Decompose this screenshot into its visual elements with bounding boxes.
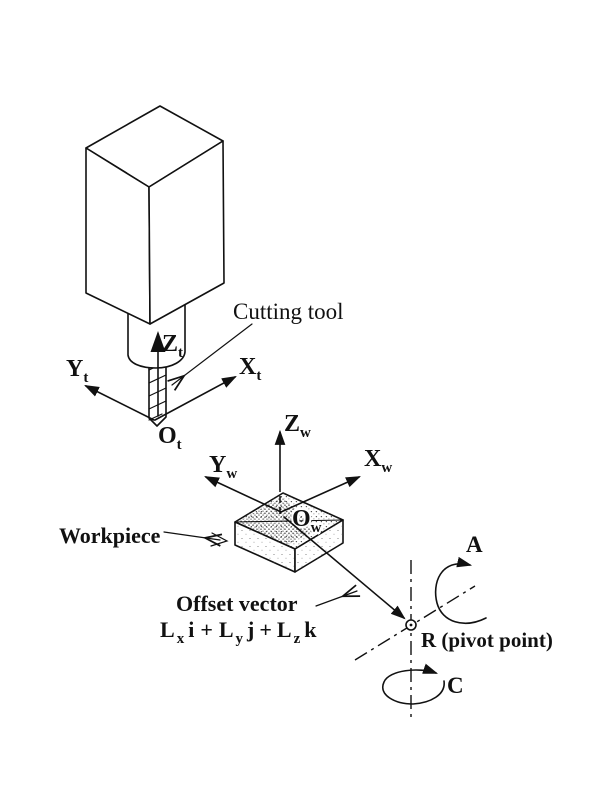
workpiece-callout <box>59 523 227 548</box>
work-origin-label: $O_w$ <box>292 506 322 536</box>
c-axis-label: C <box>447 673 464 698</box>
a-axis-label: A <box>466 532 483 557</box>
tool-y-axis-arrow <box>86 386 154 420</box>
pivot-point <box>406 620 416 630</box>
pivot-point-label: R (pivot point) <box>421 628 553 652</box>
tool-x-axis-arrow <box>155 377 235 420</box>
work-z-axis-label: $Z_w$ <box>284 411 311 441</box>
offset-vector-label: Offset vector <box>176 591 298 616</box>
tool-y-axis-label: $Y_t$ <box>66 356 89 386</box>
c-rotation-arc <box>383 670 444 704</box>
offset-vector-leader-line <box>316 591 357 606</box>
spindle-housing <box>86 106 224 324</box>
work-y-axis-label: $Y_w$ <box>209 452 238 482</box>
offset-vector-callout <box>160 591 357 647</box>
offset-vector-formula: L $_x$ i + L $_y$ j + L $_z$ k <box>160 617 317 647</box>
tool-x-axis-label: $X_t$ <box>239 354 262 384</box>
work-y-axis-arrow <box>206 477 281 512</box>
workpiece-label: Workpiece <box>59 523 161 548</box>
pivot-point-dot <box>410 624 413 627</box>
work-x-axis-label: $X_w$ <box>364 446 393 476</box>
cutting-tool-label: Cutting tool <box>233 299 344 324</box>
pivot-axes <box>355 532 486 718</box>
workpiece-coordinate-frame <box>206 411 392 536</box>
a-rotation-arc <box>436 564 486 623</box>
tool-z-axis-label: $Z_t$ <box>162 331 184 361</box>
tool-origin-label: $O_t$ <box>158 423 182 453</box>
workpiece-block <box>235 493 343 572</box>
